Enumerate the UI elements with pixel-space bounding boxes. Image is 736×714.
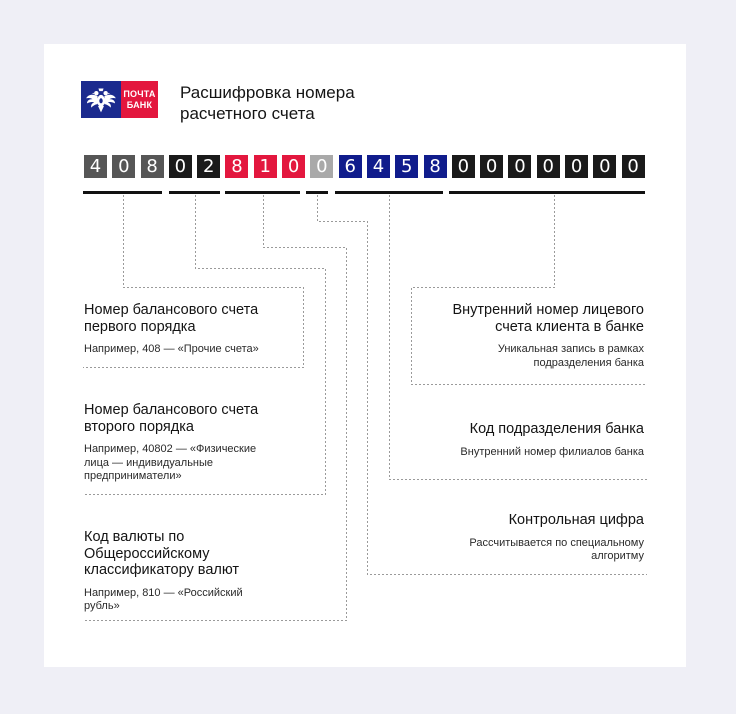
digit-box: 0 [282, 155, 305, 178]
digit-box: 0 [480, 155, 503, 178]
digit-box: 8 [225, 155, 248, 178]
info-description [452, 343, 644, 370]
info-description-line: подразделения банка [533, 356, 644, 369]
info-description [84, 443, 258, 484]
info-description [84, 343, 259, 357]
page-title-line: Расшифровка номера [180, 83, 355, 102]
digit-box: 0 [537, 155, 560, 178]
info-title-line: классификатору валют [84, 562, 240, 578]
digit-box: 8 [141, 155, 164, 178]
digit-box: 8 [424, 155, 447, 178]
info-description-line: алгоритму [591, 550, 644, 562]
info-description-line: рубль» [84, 600, 120, 612]
digit-box: 5 [395, 155, 418, 178]
info-title [469, 512, 644, 529]
info-title-line: Общероссийскому [84, 545, 210, 562]
info-description-line: Например, 40802 — «Физические [84, 443, 257, 455]
digit-box: 0 [622, 155, 645, 178]
info-description-line: Например, 810 — «Российский [84, 586, 243, 599]
info-currency-code [84, 529, 243, 614]
info-title-line: Номер балансового счета [84, 402, 259, 418]
info-title-line: первого порядка [84, 318, 196, 335]
page-title-line: расчетного счета [180, 104, 315, 123]
digit-box: 0 [112, 155, 135, 178]
info-description [469, 537, 644, 564]
digit-box: 0 [508, 155, 531, 178]
info-description [84, 587, 243, 614]
info-title-line: Внутренний номер лицевого [452, 302, 644, 318]
digit-box: 4 [367, 155, 390, 178]
digit-box: 2 [197, 155, 220, 178]
digit-box: 4 [84, 155, 107, 178]
info-title-line: Контрольная цифра [508, 512, 644, 528]
digit-box: 0 [310, 155, 333, 178]
digit-box: 0 [169, 155, 192, 178]
info-title [84, 402, 258, 435]
digit-box: 0 [593, 155, 616, 178]
logo-text-line2: БАНК [126, 99, 153, 110]
digit-box: 1 [254, 155, 277, 178]
info-check-digit [469, 512, 644, 564]
info-title [84, 529, 243, 579]
info-title [452, 302, 644, 335]
info-description [460, 446, 644, 460]
info-balance-first-order [84, 302, 259, 357]
info-description-line: лица — индивидуальные [84, 456, 214, 469]
info-title-line: Код валюты по [84, 529, 185, 545]
info-title-line: Номер балансового счета [84, 302, 259, 318]
info-description-line: Например, 408 — «Прочие счета» [84, 343, 259, 355]
info-title [84, 302, 259, 335]
digit-box: 6 [339, 155, 362, 178]
info-title-line: счета клиента в банке [495, 318, 644, 335]
logo-text-line1: ПОЧТА [123, 88, 156, 99]
info-title-line: второго порядка [84, 418, 194, 435]
info-description-line: Внутренний номер филиалов банка [460, 445, 644, 458]
info-description-line: Рассчитывается по специальному [469, 536, 644, 549]
info-client-account-number [452, 302, 644, 370]
info-description-line: Уникальная запись в рамках [497, 343, 644, 355]
digit-box: 0 [565, 155, 588, 178]
info-title-line: Код подразделения банка [469, 421, 644, 437]
digit-box: 0 [452, 155, 475, 178]
info-branch-code [460, 421, 644, 459]
info-balance-second-order [84, 402, 258, 484]
info-title [460, 421, 644, 438]
info-description-line: предприниматели» [84, 470, 182, 482]
